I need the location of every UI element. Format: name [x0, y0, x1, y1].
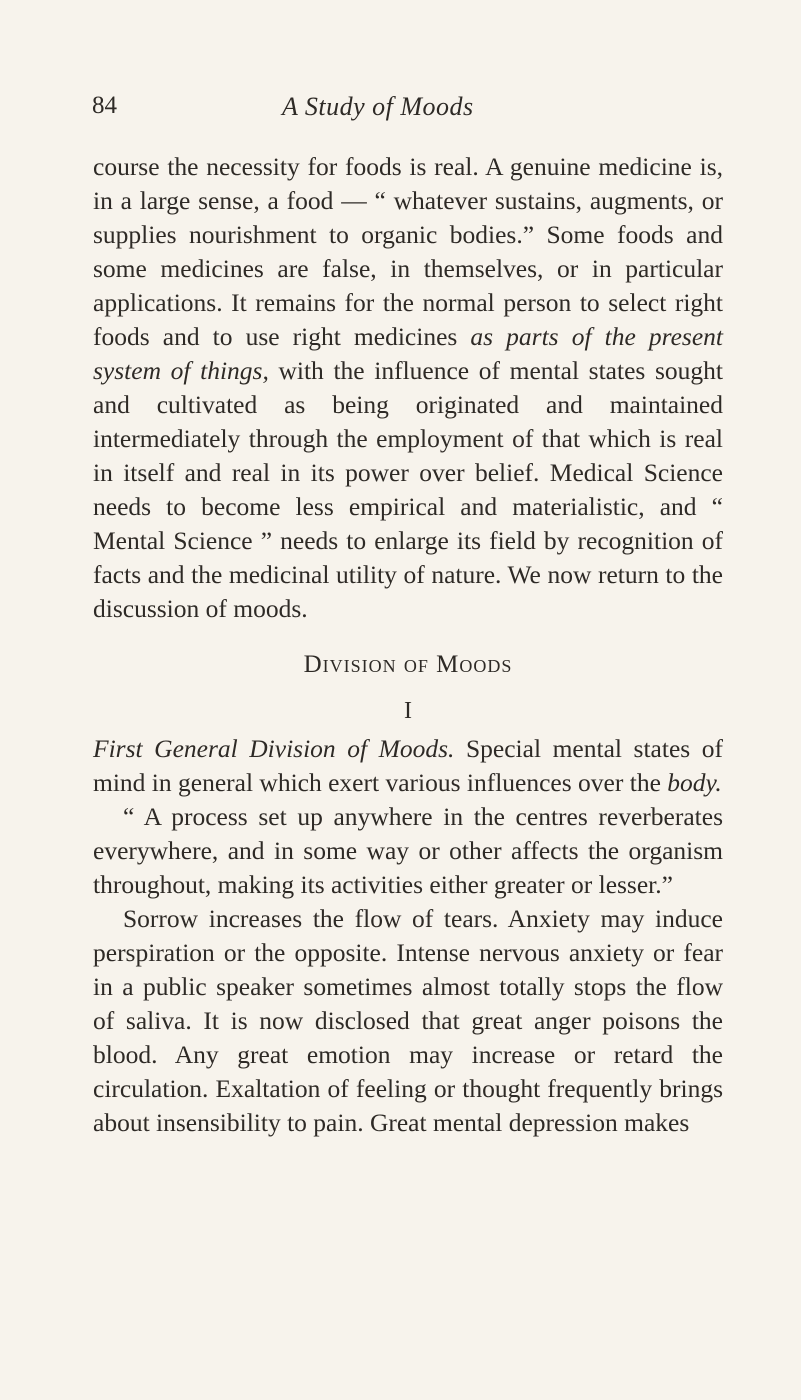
paragraph-medicine — [93, 150, 723, 626]
section-numeral: I — [404, 698, 412, 724]
first-division-title: First General Division of Moods. — [93, 734, 455, 763]
paragraph-medicine-part1: course the necessity for foods is real. A genuine medicine is, in a large sense, a food — “ whatever sustains, augments, or supplies nourishment to organic bodies.” Some foods and some medicines are false, in themselves, or in particular applications. It remains for the normal person to select right foods and to use right medicines — [93, 152, 723, 351]
quote-paragraph: “ A process set up anywhere in the centres reverberates everywhere, and in some way or other affects the organism throughout, making its activities either greater or lesser.” — [93, 802, 723, 899]
running-head — [92, 92, 732, 128]
body-text — [93, 150, 723, 1140]
paragraph-first-division — [93, 732, 723, 800]
running-title: A Study of Moods — [282, 92, 474, 121]
paragraph-medicine-part2: with the influence of mental states sought and cultivated as being originated and maintained intermediately through the employment of that which is real in itself and real in its power over belief. Medical Science needs to become less empirical and materialistic, and “ Mental Science ” needs to enlarge its field by recognition of facts and the medicinal utility of nature. We now return to the discussion of moods. — [93, 356, 723, 623]
paragraph-sorrow: Sorrow increases the flow of tears. Anxiety may induce perspiration or the opposite. Intense nervous anxiety or fear in a public speaker sometimes almost totally stops the flow of saliva. It is now disclosed that great anger poisons the blood. Any great emotion may increase or retard the circulation. Exaltation of feeling or thought frequently brings about insensibility to pain. Great mental depression makes — [93, 904, 723, 1137]
paragraph-medicine-italic: as parts of the present system of things, — [93, 322, 723, 385]
section-heading: Division of Moods — [303, 651, 513, 678]
first-division-text: Special mental states of mind in general which exert various influences over the — [93, 734, 723, 797]
first-division-body: body. — [667, 768, 722, 797]
page-number: 84 — [92, 92, 117, 119]
